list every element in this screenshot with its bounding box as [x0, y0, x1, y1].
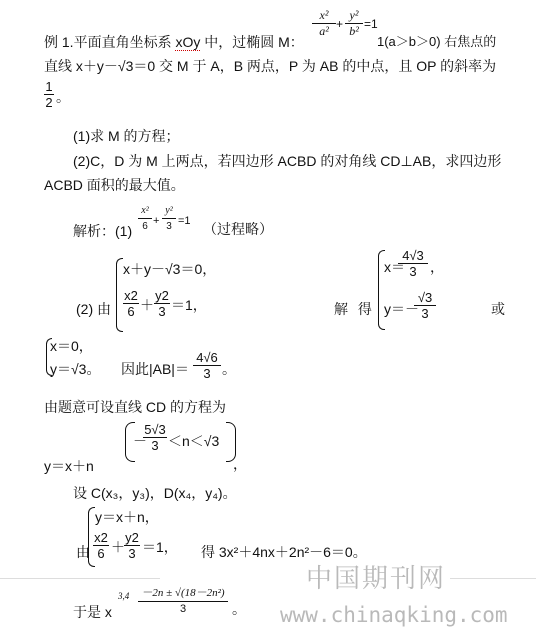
text: 例 1.平面直角坐标系 [44, 34, 176, 50]
ab-frac: 4√6 3 [193, 350, 221, 381]
question-2-a: (2)C，D 为 M 上两点，若四边形 ACBD 的对角线 CD⊥AB，求四边形 [73, 153, 502, 169]
text: 。 [222, 361, 236, 377]
text: ＝1， [142, 539, 178, 555]
ellipse-frac-y: y² b² [345, 8, 363, 39]
ab-label: 因此|AB|＝ [121, 361, 189, 377]
system-b-line-1: y＝x＋n， [95, 509, 159, 525]
system-a-frac-y: y2 3 [155, 288, 169, 319]
cd-range-frac: 5√3 3 [144, 422, 166, 453]
sol-frac-x: x² 6 [138, 203, 152, 234]
system-b-frac-x: x2 6 [94, 530, 108, 561]
plus: ＋ [111, 539, 125, 555]
divider [450, 578, 536, 579]
text: 中，过椭圆 M： [200, 34, 304, 50]
system-a-line-1: x＋y－√3＝0， [123, 261, 217, 277]
plus: ＋ [140, 297, 154, 313]
final-label: 于是 x [73, 604, 112, 620]
question-2-b: ACBD 面积的最大值。 [44, 177, 185, 193]
ellipse-tail: 1(a＞b＞0) 右焦点的 [377, 34, 497, 49]
cd-range: ＜n＜√3 [168, 433, 220, 449]
divider [0, 578, 160, 579]
question-1: (1)求 M 的方程； [73, 128, 180, 144]
cd-points: 设 C(x₃，y₃)，D(x₄，y₄)。 [73, 485, 237, 501]
sol2-y: y＝√3。 [50, 361, 101, 377]
or-label: 或 [491, 301, 505, 317]
example-line-2: 直线 x＋y－√3＝0 交 M 于 A，B 两点，P 为 AB 的中点，且 OP 的斜率为 [44, 58, 497, 74]
sol1-x: x＝ [384, 259, 405, 275]
sol2-x: x＝0， [50, 338, 93, 354]
text: ， [430, 259, 444, 275]
text: ＝1， [171, 297, 207, 313]
cd-intro: 由题意可设直线 CD 的方程为 [44, 399, 226, 415]
final-frac: －2n ± √(18－2n²) 3 [138, 586, 228, 617]
text: ， [233, 456, 247, 472]
slope-end: 。 [56, 89, 70, 105]
ellipse-frac-x [312, 8, 336, 39]
example-line-1 [44, 33, 304, 51]
cd-equation: y＝x＋n [44, 458, 94, 474]
quadratic-equation: 得 3x²＋4nx＋2n²－6＝0。 [201, 544, 367, 560]
slope-fraction: 1 2 [45, 79, 53, 110]
watermark-url: www.chinaqking.com [280, 603, 508, 627]
watermark-cn: 中国期刊网 [306, 564, 447, 594]
xoy-label: xOy [175, 34, 201, 50]
frac-den: a² [319, 24, 329, 38]
eq1: =1 [364, 17, 378, 31]
sol1-y-frac: √3 3 [414, 290, 436, 321]
solution-label: 解析：(1) [73, 223, 133, 239]
process-omitted-note: （过程略） [203, 221, 273, 237]
system-b-label: 由 [76, 544, 90, 560]
text: 。 [232, 601, 246, 617]
plus: + [336, 17, 344, 31]
sol1-x-frac: 4√3 3 [398, 248, 428, 279]
sol1-y: y＝－ [384, 301, 419, 317]
solve-label: 解 得 [334, 301, 375, 317]
part2-label: (2) 由 [76, 301, 111, 317]
system-a-frac-x: x2 6 [124, 288, 138, 319]
frac-num: x² [319, 8, 329, 22]
subscript: 3,4 [118, 591, 130, 601]
sol-frac-y: y² 3 [162, 203, 176, 234]
left-brace [116, 258, 123, 332]
minus: － [133, 433, 147, 449]
system-b-frac-y: y2 3 [125, 530, 139, 561]
